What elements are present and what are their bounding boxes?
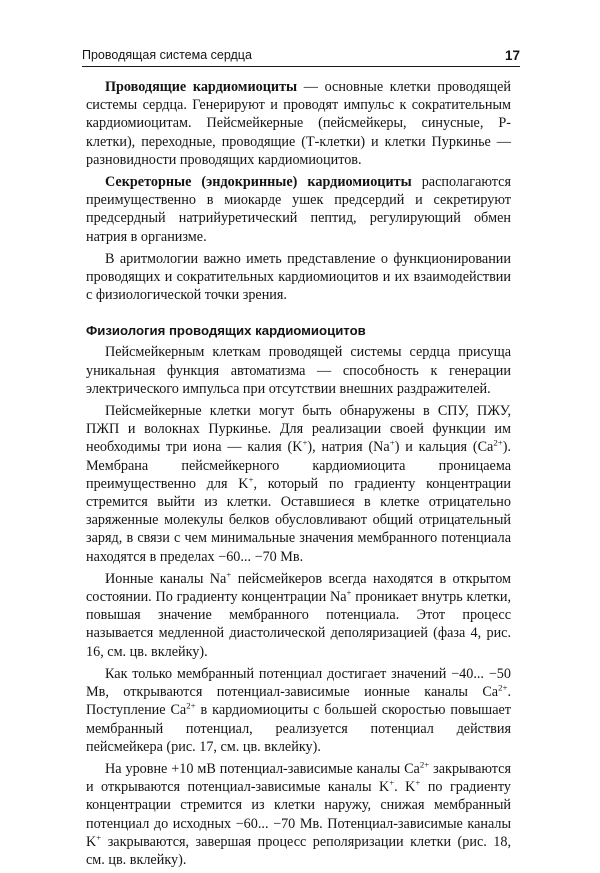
- superscript: +: [226, 569, 232, 580]
- paragraph-repolarization: [86, 760, 511, 869]
- paragraph-automaticity: Пейсмейкерным клеткам проводящей системы сердца присуща уникальная функция автоматизма — способность к генерации электрического импульса при отсутствии внешних раздражителей.: [86, 344, 511, 397]
- paragraph-arrhythmology: В аритмологии важно иметь представление о функционировании проводящих и сократительных кардиомиоцитов и их взаимодействии с физиологической точки зрения.: [86, 250, 511, 304]
- superscript: +: [96, 831, 102, 842]
- superscript: +: [389, 777, 395, 788]
- text-run: . Поступление Ca: [86, 684, 511, 719]
- text-run: проникает внутрь клетки, повышая значение мембранного потенциала. Этот процесс называется медленной диастолической деполяризацией (фаза 4, рис. 16, см. цв. вклейку).: [86, 589, 511, 660]
- superscript: +: [346, 587, 352, 598]
- paragraph-secretory-cardiomyocytes: [86, 173, 511, 246]
- section-heading: Физиология проводящих кардиомиоцитов: [86, 323, 366, 339]
- page-number: 17: [504, 48, 520, 63]
- text-run: , который по градиенту концентрации стремится выйти из клетки. Оставшиеся в клетке отрицательно заряженные молекулы белков обусловливают общий отрицательный заряд, в связи с чем минимальные значения мембранного потенциала находятся в пределах −60... −70 Мв.: [86, 475, 511, 565]
- superscript: +: [302, 437, 308, 448]
- term-conducting: Проводящие кардиомиоциты: [105, 79, 298, 95]
- paragraph-text: располагаются преимущественно в миокарде ушек предсердий и секретируют предсердный натрийуретический пептид, регулирующий обмен натрия в организме.: [86, 174, 511, 245]
- paragraph-text: — основные клетки проводящей системы сердца. Генерируют и проводят импульс к сократительным кардиомиоцитам. Пейсмейкерные (пейсмейкеры, синусные, Р-клетки), переходные, проводящие (Т-клетки) и клетки Пуркинье — разновидности проводящих кардиомиоцитов.: [86, 79, 511, 168]
- text-run: закрываются, завершая процесс реполяризации клетки (рис. 18, см. цв. вклейку).: [86, 833, 511, 868]
- text-run: Пейсмейкерные клетки могут быть обнаружены в СПУ, ПЖУ, ПЖП и волокнах Пуркинье. Для реализации своей функции им необходимы три иона — калия (K: [86, 403, 511, 456]
- superscript: 2+: [419, 759, 430, 770]
- paragraph-na-channels: [86, 570, 511, 661]
- term-secretory: Секреторные (эндокринные) кардиомиоциты: [105, 174, 412, 191]
- paragraph-ions: [86, 402, 511, 566]
- superscript: 2+: [498, 682, 508, 693]
- text-run: Как только мембранный потенциал достигает значений −40... −50 Мв, открываются потенциал-зависимые ионные каналы Ca: [86, 665, 511, 701]
- text-run: Ионные каналы Na: [105, 570, 227, 587]
- text-run: пейсмейкеров всегда находятся в открытом состоянии. По градиенту концентрации Na: [86, 570, 511, 606]
- running-header: [82, 48, 520, 67]
- text-run: . K: [394, 779, 416, 796]
- running-title: Проводящая система сердца: [82, 48, 252, 62]
- superscript: 2+: [493, 437, 503, 448]
- text-run: ) и кальция (Ca: [394, 439, 494, 456]
- paragraph-ca-channels: [86, 665, 511, 756]
- text-run: ). Мембрана пейсмейкерного кардиомиоцита проницаема преимущественно для K: [86, 439, 512, 492]
- text-run: На уровне +10 мВ потенциал-зависимые каналы Ca: [105, 760, 420, 777]
- text-run: в кардиомиоциты с большей скоростью повышает мембранный потенциал, реализуется потенциал действия пейсмейкера (рис. 17, см. цв. вклейку).: [86, 702, 512, 755]
- paragraph-conducting-cardiomyocytes: [86, 78, 511, 169]
- superscript: +: [389, 437, 395, 448]
- text-run: ), натрия (Na: [307, 439, 390, 456]
- superscript: 2+: [186, 700, 196, 711]
- page-body: [86, 78, 511, 873]
- superscript: +: [248, 474, 254, 485]
- text-run: по градиенту концентрации стремится из клетки наружу, снижая мембранный потенциал до исходных −60... −70 Мв. Потенциал-зависимые каналы K: [86, 779, 511, 850]
- text-run: закрываются и открываются потенциал-зависимые каналы K: [86, 760, 511, 796]
- superscript: +: [415, 777, 421, 788]
